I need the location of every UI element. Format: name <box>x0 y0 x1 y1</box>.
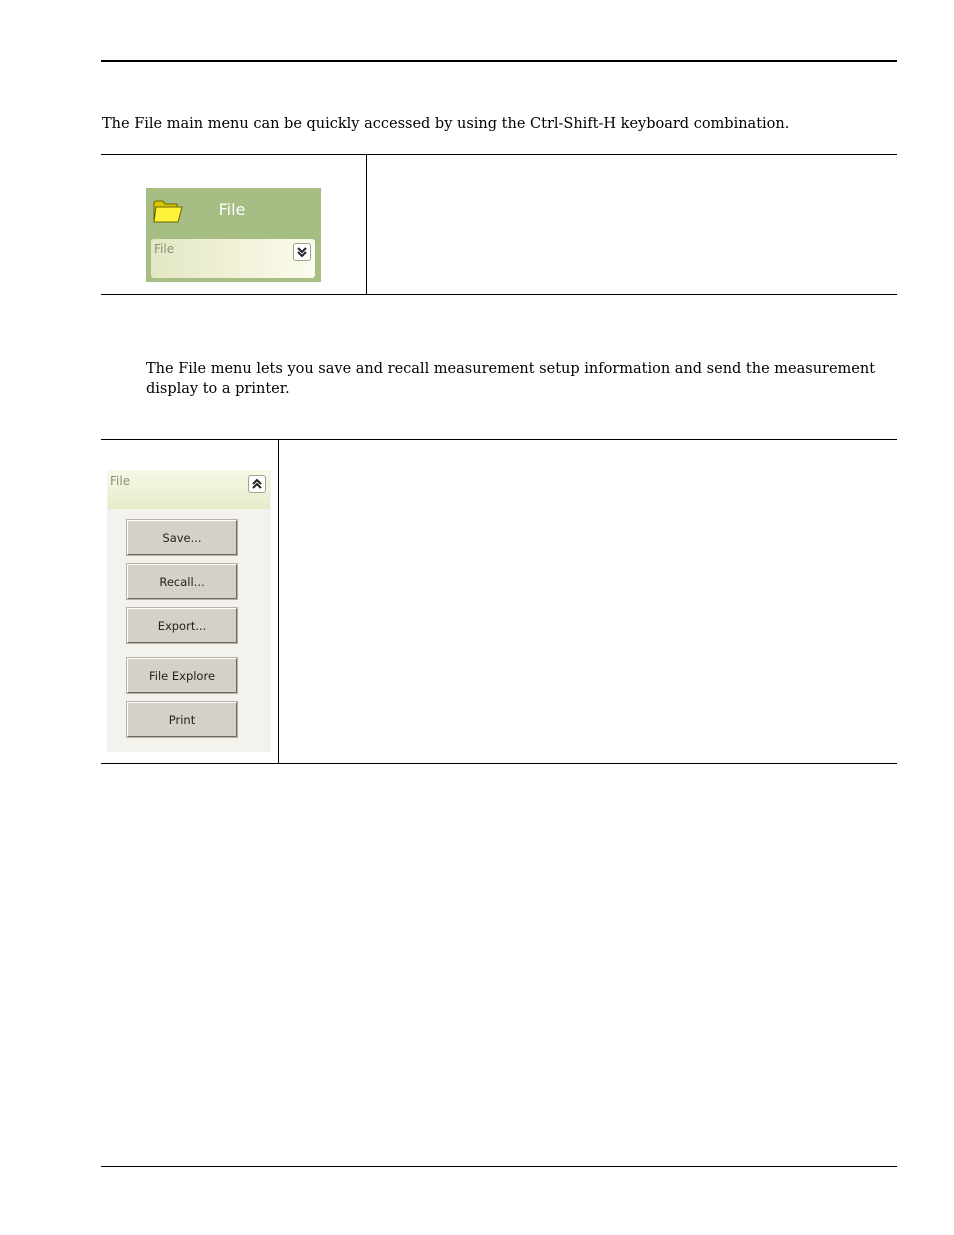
submenu-label: File <box>154 242 175 256</box>
table-column-divider <box>278 440 279 763</box>
file-menu-header[interactable] <box>108 470 270 509</box>
file-menu-header-label: File <box>110 474 131 488</box>
double-chevron-up-icon[interactable] <box>248 475 266 493</box>
footer-rule <box>101 1166 897 1167</box>
print-button[interactable]: Print <box>127 702 237 737</box>
recall-button[interactable]: Recall... <box>127 564 237 599</box>
file-menu-panel <box>107 470 271 752</box>
folder-icon <box>153 198 183 224</box>
double-chevron-down-icon[interactable] <box>293 243 311 261</box>
description-paragraph: The File menu lets you save and recall measurement setup information and send the measurement display to a printer. <box>146 361 876 397</box>
intro-paragraph: The File main menu can be quickly accessed by using the Ctrl-Shift-H keyboard combination. <box>102 116 790 132</box>
main-menu-table <box>101 154 897 295</box>
table-column-divider <box>366 155 367 294</box>
file-menu-table <box>101 439 897 764</box>
main-menu-title: File <box>218 200 246 219</box>
file-main-menu-tile[interactable] <box>146 188 321 282</box>
header-rule <box>101 60 897 62</box>
file-explore-button[interactable]: File Explore <box>127 658 237 693</box>
save-button[interactable]: Save... <box>127 520 237 555</box>
export-button[interactable]: Export... <box>127 608 237 643</box>
file-submenu-bar[interactable] <box>151 239 315 278</box>
